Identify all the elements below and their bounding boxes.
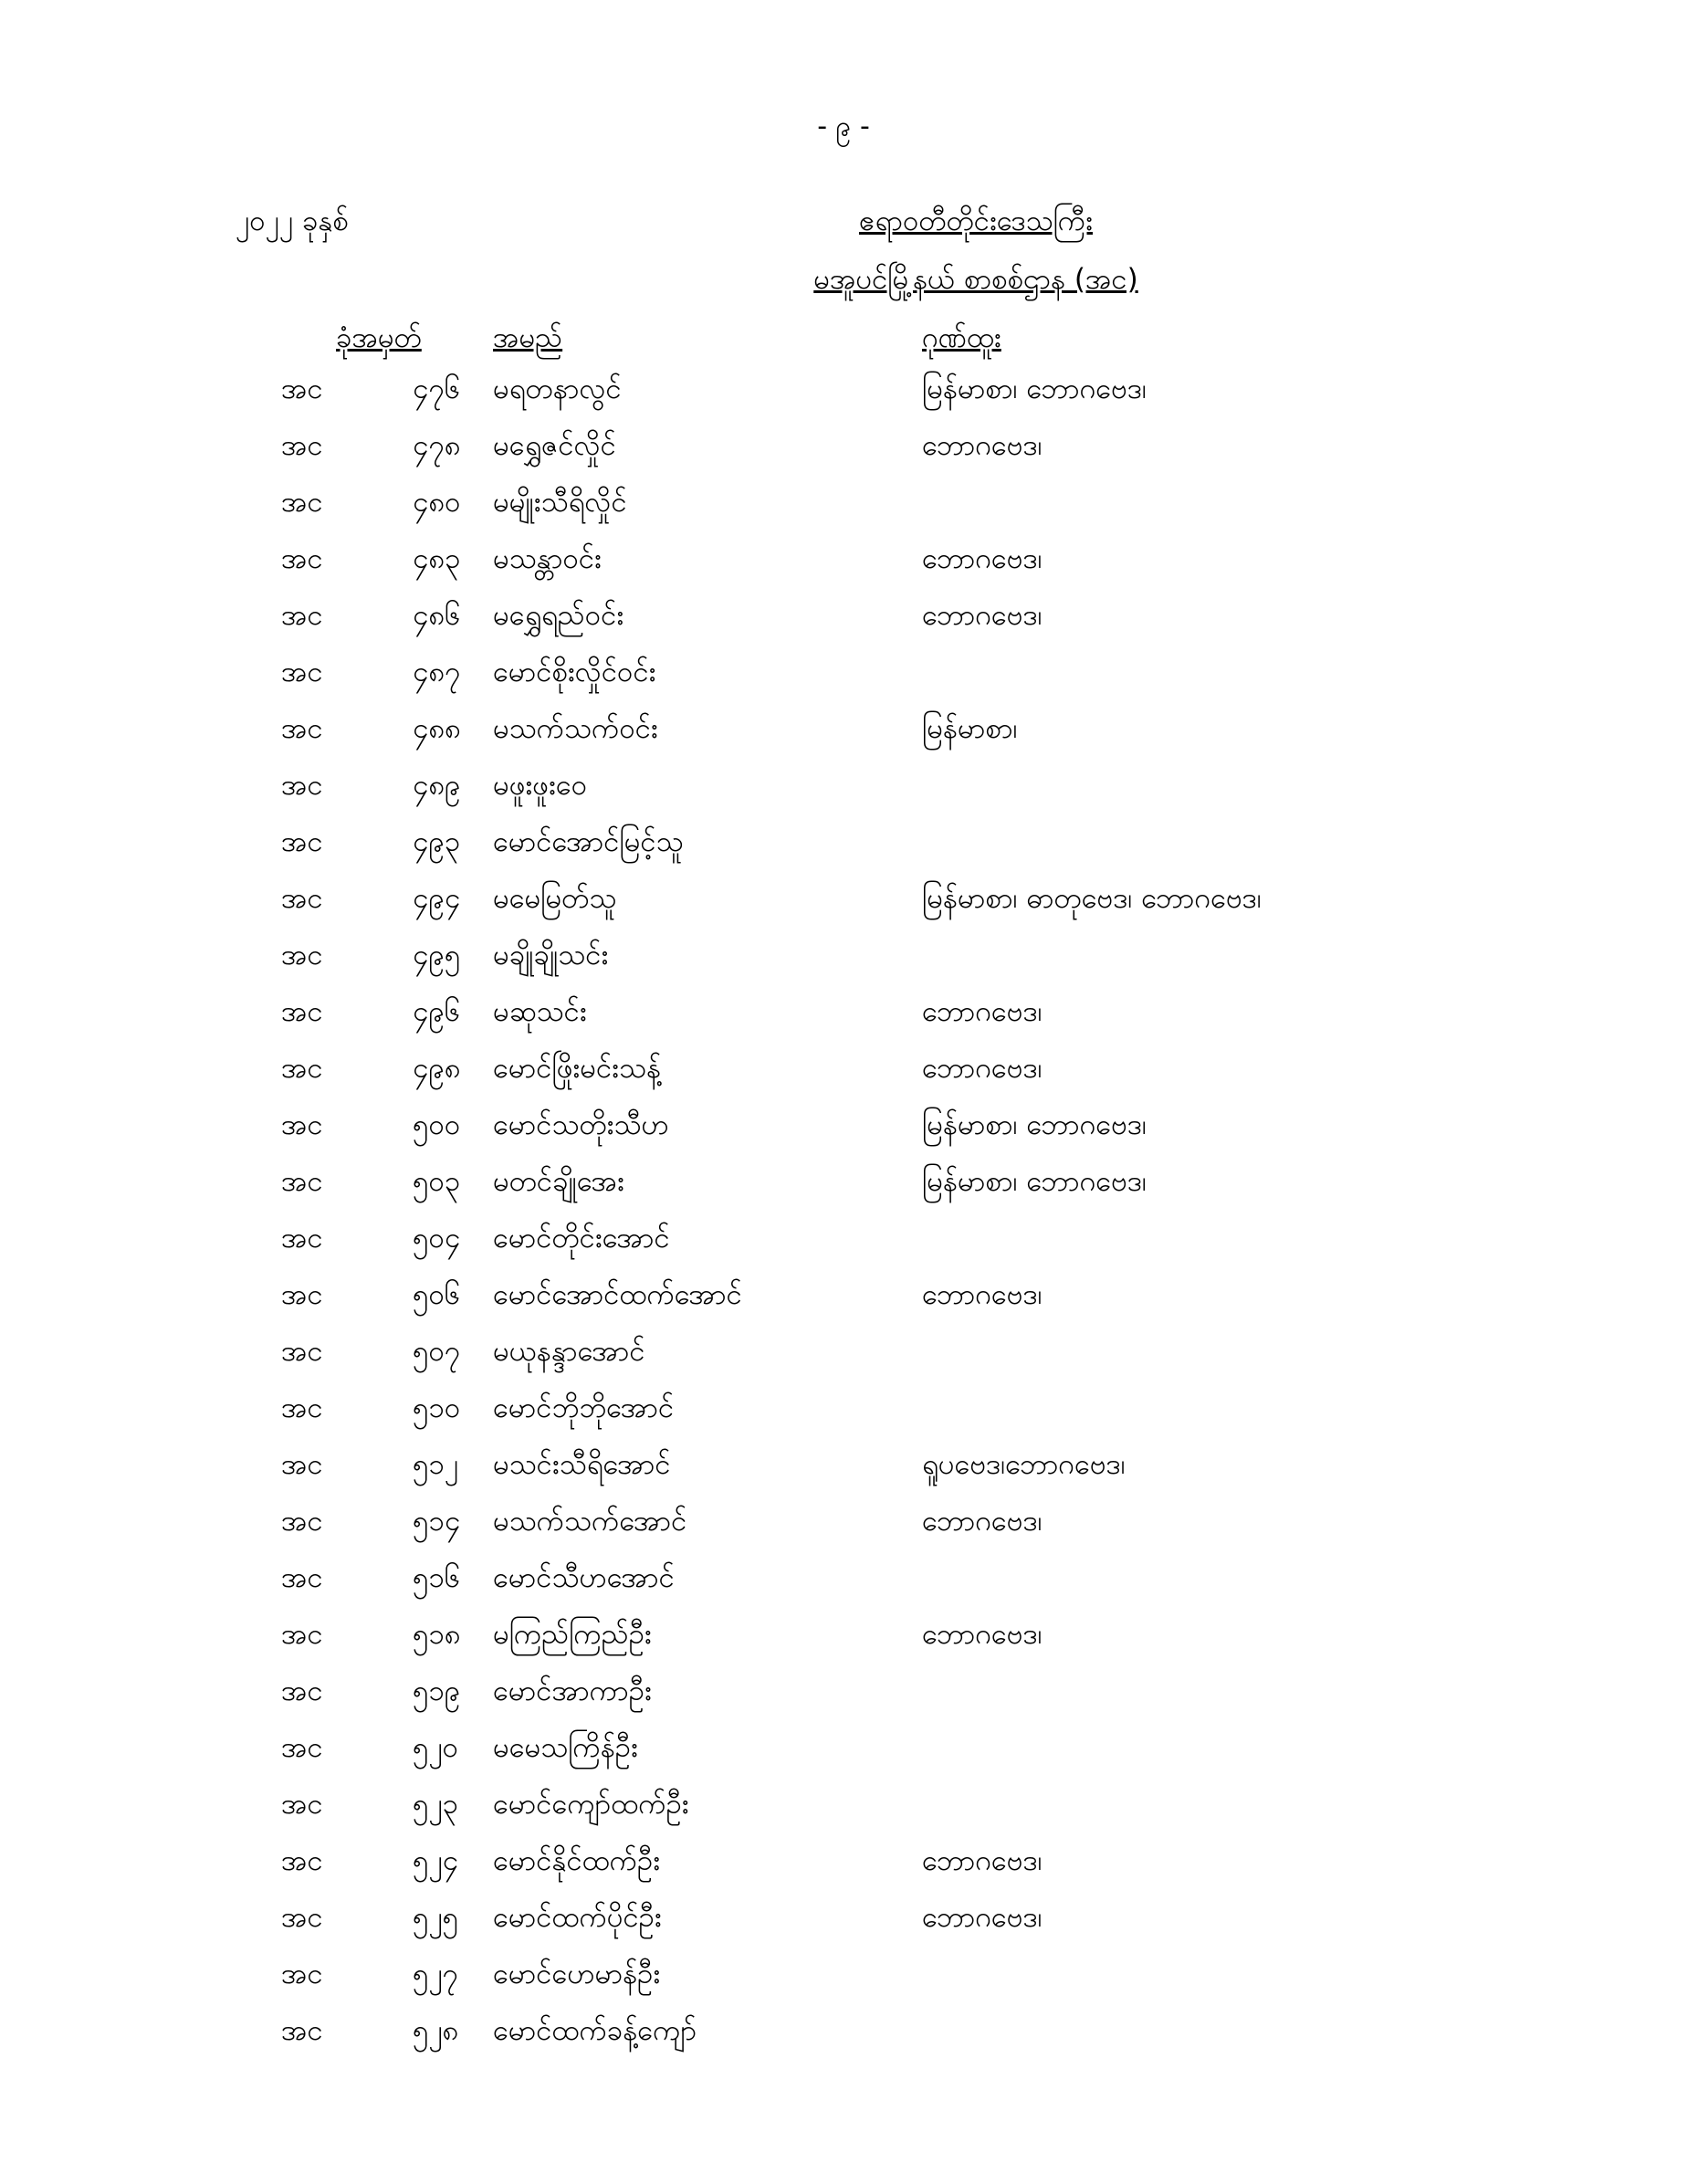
roll-number: ၅၀၄ xyxy=(413,1222,461,1255)
student-name: မောင်စိုးလှိုင်ဝင်း xyxy=(493,656,656,688)
table-row xyxy=(0,1220,1687,1276)
distinction-subjects: မြန်မာစာ၊ ဓာတုဗေဒ၊ ဘောဂဗေဒ၊ xyxy=(922,882,1262,915)
roll-prefix: အင xyxy=(281,1448,323,1481)
student-name: မတင်ချိုအေး xyxy=(493,1165,624,1198)
roll-number: ၅၀၆ xyxy=(413,1278,461,1311)
student-name: မဖူးဖူးဝေ xyxy=(493,769,588,802)
roll-prefix: အင xyxy=(281,1278,323,1311)
roll-prefix: အင xyxy=(281,542,323,575)
roll-prefix: အင xyxy=(281,486,323,519)
column-header-roll-number: ခုံအမှတ် xyxy=(336,321,422,354)
table-row xyxy=(0,597,1687,654)
student-name: မရွှေဇင်လှိုင် xyxy=(493,429,616,462)
roll-number: ၅၁၉ xyxy=(413,1675,461,1707)
table-row xyxy=(0,1786,1687,1843)
table-row xyxy=(0,1163,1687,1220)
student-name: မသန္တာဝင်း xyxy=(493,542,602,575)
results-list xyxy=(0,371,1687,2069)
roll-number: ၅၁၆ xyxy=(413,1561,461,1594)
roll-prefix: အင xyxy=(281,1618,323,1651)
roll-number: ၄၉၃ xyxy=(413,825,461,858)
student-name: မရွှေရည်ဝင်း xyxy=(493,599,624,632)
distinction-subjects: မြန်မာစာ၊ ဘောဂဗေဒ၊ xyxy=(922,373,1147,405)
table-row xyxy=(0,824,1687,880)
table-row xyxy=(0,1107,1687,1163)
roll-number: ၄၈၀ xyxy=(413,486,461,519)
roll-number: ၄၉၅ xyxy=(413,939,461,971)
student-name: မောင်ဖြိုးမင်းသန့် xyxy=(493,1052,662,1085)
table-row xyxy=(0,1446,1687,1503)
roll-number: ၅၂၃ xyxy=(413,1788,459,1821)
student-name: မောင်သတိုးသီဟ xyxy=(493,1108,669,1141)
table-row xyxy=(0,767,1687,824)
roll-number: ၅၂၈ xyxy=(413,2014,459,2047)
table-row xyxy=(0,993,1687,1050)
table-row xyxy=(0,484,1687,541)
roll-prefix: အင xyxy=(281,656,323,688)
student-name: မယုနန္ဒာအောင် xyxy=(493,1335,645,1368)
distinction-subjects: ဘောဂဗေဒ၊ xyxy=(922,1505,1043,1538)
distinction-subjects: ဘောဂဗေဒ၊ xyxy=(922,1052,1043,1085)
student-name: မောင်နိုင်ထက်ဦး xyxy=(493,1844,661,1877)
table-row xyxy=(0,1390,1687,1446)
student-name: မသက်သက်ဝင်း xyxy=(493,712,658,745)
roll-prefix: အင xyxy=(281,1675,323,1707)
roll-number: ၅၀၇ xyxy=(413,1335,461,1368)
year-label: ၂၀၂၂ ခုနှစ် xyxy=(236,205,349,237)
student-name: မောင်အာကာဦး xyxy=(493,1675,652,1707)
column-header-name: အမည် xyxy=(493,321,563,354)
distinction-subjects: ရူပဗေဒ၊ဘောဂဗေဒ၊ xyxy=(922,1448,1126,1481)
roll-prefix: အင xyxy=(281,712,323,745)
student-name: မောင်အောင်မြင့်သူ xyxy=(493,825,684,858)
table-row xyxy=(0,1673,1687,1729)
roll-prefix: အင xyxy=(281,2014,323,2047)
roll-prefix: အင xyxy=(281,769,323,802)
roll-prefix: အင xyxy=(281,1731,323,1764)
student-name: မသင်းသီရိအောင် xyxy=(493,1448,671,1481)
roll-number: ၄၈၃ xyxy=(413,542,461,575)
roll-number: ၅၀၃ xyxy=(413,1165,461,1198)
table-row xyxy=(0,371,1687,427)
distinction-subjects: ဘောဂဗေဒ၊ xyxy=(922,1901,1043,1934)
roll-prefix: အင xyxy=(281,1958,323,1990)
roll-prefix: အင xyxy=(281,373,323,405)
roll-prefix: အင xyxy=(281,1165,323,1198)
table-row xyxy=(0,1559,1687,1616)
distinction-subjects: ဘောဂဗေဒ၊ xyxy=(922,1844,1043,1877)
roll-number: ၄၇၆ xyxy=(413,373,461,405)
roll-number: ၅၂၅ xyxy=(413,1901,459,1934)
student-name: မချိုချိုသင်း xyxy=(493,939,609,971)
roll-prefix: အင xyxy=(281,1901,323,1934)
student-name: မကြည်ကြည်ဦး xyxy=(493,1618,652,1651)
table-row xyxy=(0,1503,1687,1559)
student-name: မောင်တိုင်းအောင် xyxy=(493,1222,670,1255)
student-name: မောင်ဟေမာန်ဦး xyxy=(493,1958,661,1990)
table-row xyxy=(0,1276,1687,1333)
roll-number: ၅၀၀ xyxy=(413,1108,461,1141)
distinction-subjects: ဘောဂဗေဒ၊ xyxy=(922,599,1043,632)
student-name: မောင်အောင်ထက်အောင် xyxy=(493,1278,742,1311)
roll-prefix: အင xyxy=(281,1335,323,1368)
column-header-distinction: ဂုဏ်ထူး xyxy=(922,321,1001,354)
roll-number: ၄၈၇ xyxy=(413,656,461,688)
distinction-subjects: ဘောဂဗေဒ၊ xyxy=(922,1618,1043,1651)
table-row xyxy=(0,937,1687,993)
roll-number: ၄၉၄ xyxy=(413,882,461,915)
roll-prefix: အင xyxy=(281,429,323,462)
distinction-subjects: မြန်မာစာ၊ ဘောဂဗေဒ၊ xyxy=(922,1165,1147,1198)
student-name: မောင်ဘိုဘိုအောင် xyxy=(493,1391,675,1424)
roll-prefix: အင xyxy=(281,1222,323,1255)
roll-number: ၄၉၈ xyxy=(413,1052,461,1085)
roll-number: ၅၁၈ xyxy=(413,1618,461,1651)
table-row xyxy=(0,1729,1687,1786)
student-name: မဆုသင်း xyxy=(493,995,587,1028)
distinction-subjects: ဘောဂဗေဒ၊ xyxy=(922,995,1043,1028)
roll-number: ၄၉၆ xyxy=(413,995,461,1028)
table-row xyxy=(0,710,1687,767)
student-name: မမေမြတ်သူ xyxy=(493,882,617,915)
student-name: မောင်သီဟအောင် xyxy=(493,1561,675,1594)
table-row xyxy=(0,427,1687,484)
roll-number: ၄၇၈ xyxy=(413,429,461,462)
exam-center-subtitle: မအူပင်မြို့နယ် စာစစ်ဌာန (အင) xyxy=(813,263,1138,296)
roll-number: ၅၂၄ xyxy=(413,1844,459,1877)
roll-prefix: အင xyxy=(281,1788,323,1821)
distinction-subjects: ဘောဂဗေဒ၊ xyxy=(922,429,1043,462)
table-row xyxy=(0,2012,1687,2069)
roll-prefix: အင xyxy=(281,1505,323,1538)
roll-number: ၅၁၂ xyxy=(413,1448,459,1481)
roll-prefix: အင xyxy=(281,1844,323,1877)
table-row xyxy=(0,1616,1687,1673)
student-name: မသက်သက်အောင် xyxy=(493,1505,687,1538)
roll-prefix: အင xyxy=(281,882,323,915)
roll-prefix: အင xyxy=(281,1391,323,1424)
roll-number: ၅၁၀ xyxy=(413,1391,461,1424)
distinction-subjects: ဘောဂဗေဒ၊ xyxy=(922,1278,1043,1311)
distinction-subjects: မြန်မာစာ၊ xyxy=(922,712,1018,745)
roll-prefix: အင xyxy=(281,995,323,1028)
roll-prefix: အင xyxy=(281,1561,323,1594)
roll-prefix: အင xyxy=(281,599,323,632)
roll-prefix: အင xyxy=(281,1052,323,1085)
table-row xyxy=(0,880,1687,937)
table-row xyxy=(0,1333,1687,1390)
student-name: မောင်ထက်ပိုင်ဦး xyxy=(493,1901,662,1934)
table-row xyxy=(0,1956,1687,2012)
roll-number: ၅၂၇ xyxy=(413,1958,459,1990)
table-row xyxy=(0,654,1687,710)
roll-number: ၄၈၈ xyxy=(413,712,461,745)
student-name: မောင်ကျော်ထက်ဦး xyxy=(493,1788,689,1821)
roll-number: ၄၈၆ xyxy=(413,599,461,632)
page-number: - ၉ - xyxy=(817,110,870,142)
table-row xyxy=(0,1050,1687,1107)
table-row xyxy=(0,1899,1687,1956)
roll-prefix: အင xyxy=(281,1108,323,1141)
region-title: ဧရာဝတီတိုင်းဒေသကြီး xyxy=(859,205,1093,237)
table-row xyxy=(0,541,1687,597)
student-name: မမျိုးသီရိလှိုင် xyxy=(493,486,627,519)
roll-number: ၅၁၄ xyxy=(413,1505,461,1538)
distinction-subjects: မြန်မာစာ၊ ဘောဂဗေဒ၊ xyxy=(922,1108,1147,1141)
roll-number: ၅၂၀ xyxy=(413,1731,459,1764)
roll-number: ၄၈၉ xyxy=(413,769,461,802)
student-name: မောင်ထက်ခန့်ကျော် xyxy=(493,2014,697,2047)
roll-prefix: အင xyxy=(281,939,323,971)
table-row xyxy=(0,1843,1687,1899)
student-name: မမေသကြိန်ဦး xyxy=(493,1731,638,1764)
roll-prefix: အင xyxy=(281,825,323,858)
student-name: မရတနာလွင် xyxy=(493,373,622,405)
distinction-subjects: ဘောဂဗေဒ၊ xyxy=(922,542,1043,575)
